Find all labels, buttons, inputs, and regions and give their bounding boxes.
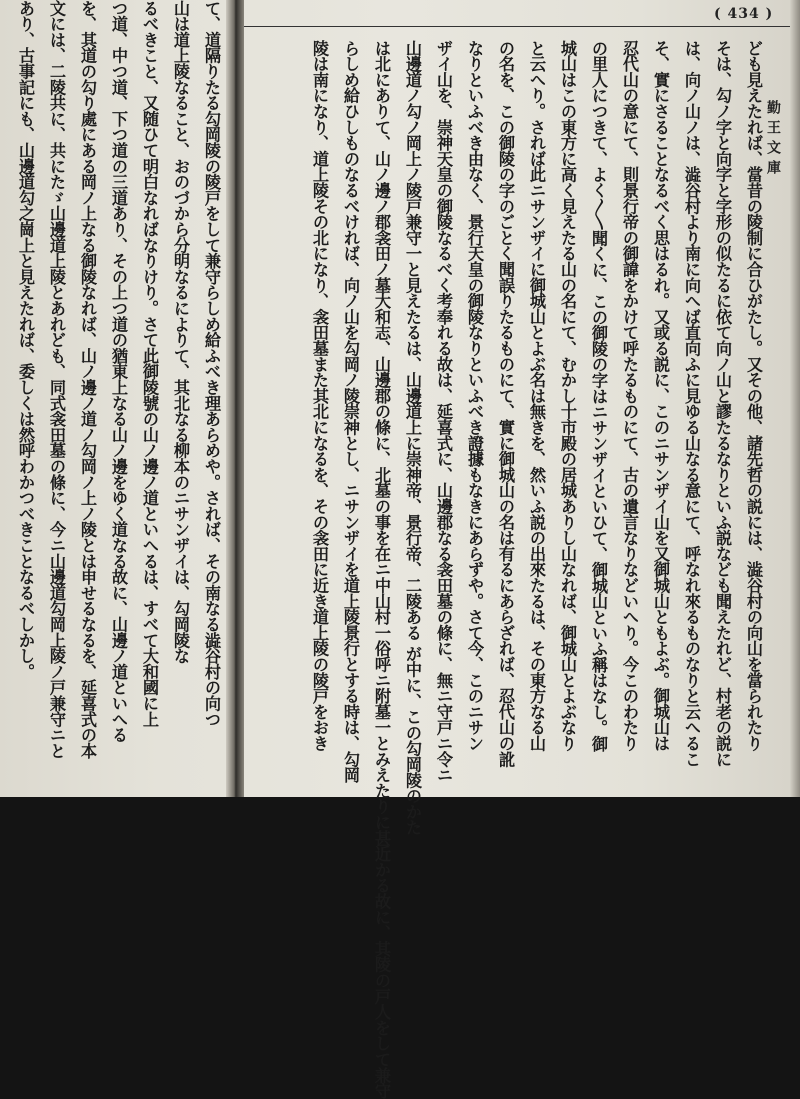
text-column: らしめ給ひしものなるべければ、向ノ山を勾岡ノ陵崇神とし、ニサンザイを道上陵景行とする時は、勾岡 xyxy=(341,40,360,783)
text-column: るべきこと、又随ひて明白なればなりけり。さて此御陵號の山ノ邊ノ道といへるは、すべて大和國に上 xyxy=(140,0,159,727)
left-page xyxy=(0,0,232,797)
text-column: の名を、この御陵の字のごとく聞誤りたるものにて、實に御城山の名は有るにあらざれば、忍代山の訛 xyxy=(496,40,515,767)
text-column: そ、實にさることなるべく思はるれ。又或る説に、このニサンザイ山を又御城山ともよぶ。御城山は xyxy=(651,40,670,752)
text-column: 山は道上陵なること、おのづから分明なるによりて、其北なる柳本のニサンザイは、勾岡陵な xyxy=(171,0,190,664)
page-number: ( 434 ) xyxy=(714,6,774,22)
text-column: ザイ山を、崇神天皇の御陵なるべく考奉れる故は、延喜式に、山邊郡なる衾田墓の條に、無ニ守戸ニ令ニ xyxy=(434,40,453,783)
book-gutter xyxy=(226,0,244,797)
header-rule xyxy=(244,26,800,27)
page-edge xyxy=(790,0,800,797)
text-column: ども見えたれば、當昔の陵制に合ひがたし。又その他、諸先哲の説には、澁谷村の向山を當られたり xyxy=(744,40,763,752)
right-page xyxy=(244,0,800,1099)
text-column: は北にありて、山ノ邊ノ郡衾田ノ墓大和志、山邊郡の條に、北墓の事を在ニ中山村一俗呼ニ附墓一とみえたりに甚近かる故に、其陵の戸人をして兼守 xyxy=(372,40,391,1099)
text-column: 城山はこの東方に高く見えたる山の名にて、むかし十市殿の居城ありし山なれば、御城山とよぶなり xyxy=(558,40,577,752)
text-column: あり、古事記にも、山邊道勾之崗上と見えたれば、委しくは然呼わかつべきことなるべしかし。 xyxy=(16,0,35,680)
text-column: 陵は南になり、道上陵その北になり、衾田墓また其北になるを、その衾田に近き道上陵の陵戸をおき xyxy=(310,40,329,752)
text-column: と云へり。されば此ニサンザイに御城山とよぶ名は無きを、然いふ説の出來たるは、その東方なる山 xyxy=(527,40,546,752)
text-column: 文には、二陵共に、共にたゞ山邊道上陵とあれども、同式衾田墓の條に、今ニ山邊道勾岡上陵ノ戸兼守ニと xyxy=(47,0,66,759)
text-column: 忍代山の意にて、則景行帝の御諱をかけて呼たるものにて、古の遺言なりなどいへり。今このわたり xyxy=(620,40,639,752)
text-column: なりといふべき由なく、景行天皇の御陵なりといふべき證據もなきにあらずや。さて今、このニサン xyxy=(465,40,484,752)
text-column: を、其道の勾り處にある岡ノ上なる御陵なれば、山ノ邊ノ道ノ勾岡ノ上ノ陵とは申せるなるを、延喜式の本 xyxy=(78,0,97,759)
text-column: の里人につきて、よく〳〵聞くに、この御陵の字はニサンザイといひて、御城山といふ稱はなし。御 xyxy=(589,40,608,752)
text-column: つ道、中つ道、下つ道の三道あり、その上つ道の猶東上なる山ノ邊をゆく道なる故に、山邊ノ道といへる xyxy=(109,0,128,743)
text-column: 山邊道ノ勾ノ岡上ノ陵戸兼守一と見えたるは、山邊道上に崇神帝、景行帝、二陵ある が中に、この勾岡陵のかた xyxy=(403,40,422,836)
text-column: そは、勾ノ字と向字と字形の似たるに依て向ノ山と謬たるなりといふ説なども聞えたれど、村老の説に xyxy=(713,40,732,767)
text-column: て、道隔りたる勾岡陵の陵戸をして兼守らしめ給ふべき理あらめや。されば、その南なる澁谷村の向つ xyxy=(202,0,221,727)
text-column: は、向ノ山ノは、澁谷村より南に向へば直向ふに見ゆる山なる意にて、呼なれ來るものなりと云へるこ xyxy=(682,40,701,767)
running-head: 勤王文庫 xyxy=(765,100,781,180)
